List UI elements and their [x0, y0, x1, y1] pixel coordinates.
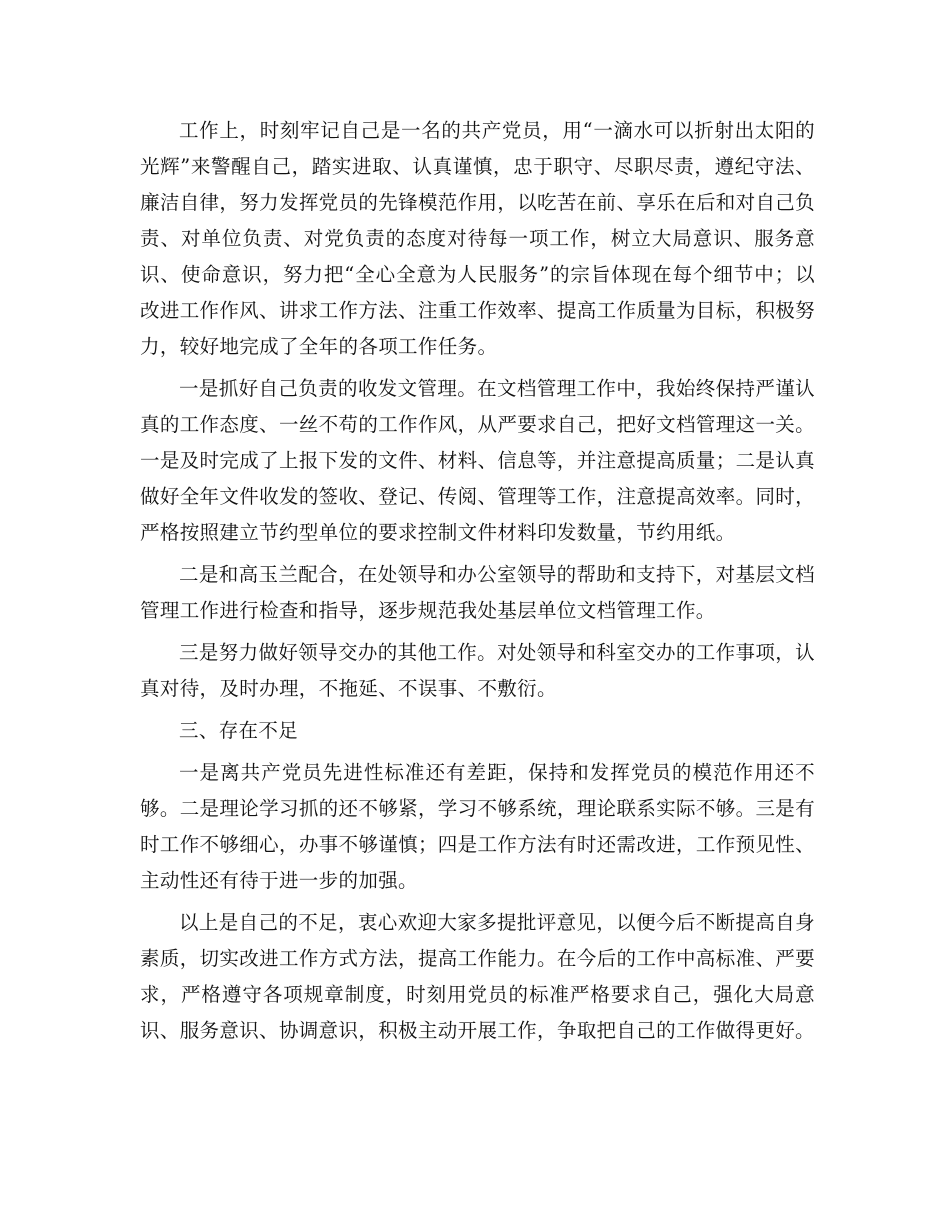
paragraph-grassroots-guidance: 二是和高玉兰配合，在处领导和办公室领导的帮助和支持下，对基层文档管理工作进行检查和指导，逐步规范我处基层单位文档管理工作。 — [140, 563, 815, 622]
paragraph-conclusion: 以上是自己的不足，衷心欢迎大家多提批评意见，以便今后不断提高自身素质，切实改进工作方式方法，提高工作能力。在今后的工作中高标准、严要求，严格遵守各项规章制度，时刻用党员的标准严格要求自己，强化大局意识、服务意识、协调意识，积极主动开展工作，争取把自己的工作做得更好。 — [140, 911, 815, 1042]
paragraph-other-tasks: 三是努力做好领导交办的其他工作。对处领导和科室交办的工作事项，认真对待，及时办理，不拖延、不误事、不敷衍。 — [140, 641, 815, 700]
document-body — [140, 113, 815, 1055]
section-heading-shortcomings: 三、存在不足 — [179, 719, 299, 742]
paragraph-document-management: 一是抓好自己负责的收发文管理。在文档管理工作中，我始终保持严谨认真的工作态度、一丝不苟的工作作风，从严要求自己，把好文档管理这一关。一是及时完成了上报下发的文件、材料、信息等，并注意提高质量；二是认真做好全年文件收发的签收、登记、传阅、管理等工作，注意提高效率。同时，严格按照建立节约型单位的要求控制文件材料印发数量，节约用纸。 — [140, 377, 815, 544]
paragraph-shortcomings: 一是离共产党员先进性标准还有差距，保持和发挥党员的模范作用还不够。二是理论学习抓的还不够紧，学习不够系统，理论联系实际不够。三是有时工作不够细心，办事不够谨慎；四是工作方法有时还需改进，工作预见性、主动性还有待于进一步的加强。 — [140, 761, 815, 892]
paragraph-work-attitude: 工作上，时刻牢记自己是一名的共产党员，用“一滴水可以折射出太阳的光辉”来警醒自己，踏实进取、认真谨慎，忠于职守、尽职尽责，遵纪守法、廉洁自律，努力发挥党员的先锋模范作用，以吃苦在前、享乐在后和对自己负责、对单位负责、对党负责的态度对待每一项工作，树立大局意识、服务意识、使命意识，努力把“全心全意为人民服务”的宗旨体现在每个细节中；以改进工作作风、讲求工作方法、注重工作效率、提高工作质量为目标，积极努力，较好地完成了全年的各项工作任务。 — [140, 119, 815, 358]
